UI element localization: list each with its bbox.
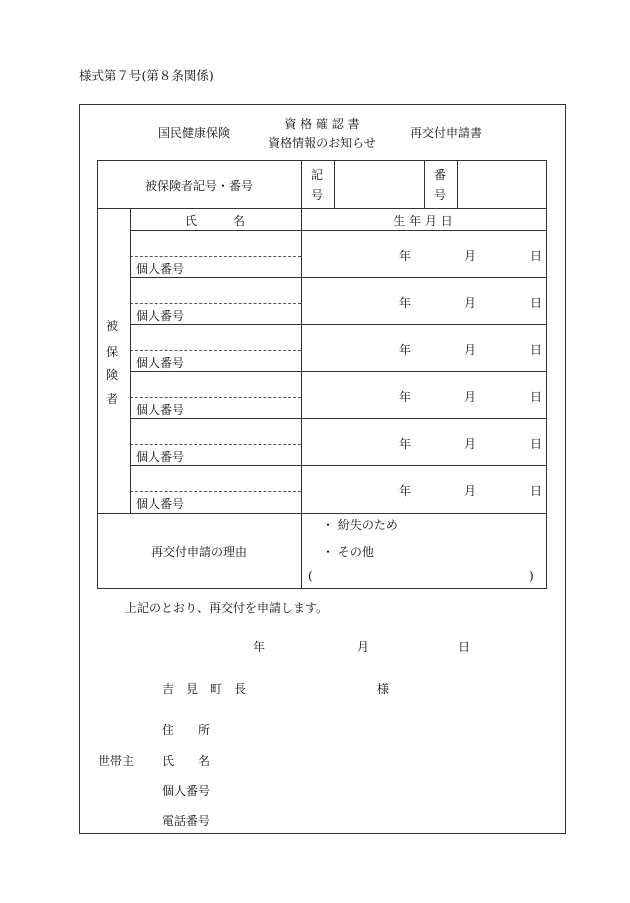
- header-right-title: 再交付申請書: [410, 126, 483, 140]
- birth-year-label: 年: [399, 437, 412, 451]
- personal-number-label: 個人番号: [136, 497, 185, 511]
- birth-month-label: 月: [464, 343, 477, 357]
- recipient-honorific: 様: [377, 682, 390, 696]
- reason-option-lost: ・ 紛失のため: [322, 518, 398, 532]
- bango-char-1: 番: [433, 168, 447, 182]
- insured-side-char-2: 保: [105, 345, 119, 359]
- birth-day-label: 日: [530, 249, 543, 263]
- household-phone-label: 電話番号: [162, 814, 211, 828]
- birth-day-label: 日: [530, 484, 543, 498]
- birth-year-label: 年: [399, 484, 412, 498]
- personal-number-label: 個人番号: [136, 450, 185, 464]
- insured-side-char-4: 者: [105, 392, 119, 406]
- header-center-top: 資 格 確 認 書: [284, 117, 360, 131]
- birth-month-label: 月: [464, 296, 477, 310]
- recipient-name: 吉 見 町 長: [162, 682, 247, 696]
- birth-month-label: 月: [464, 484, 477, 498]
- header-left-title: 国民健康保険: [158, 126, 231, 140]
- application-statement: 上記のとおり、再交付を申請します。: [125, 601, 329, 615]
- household-address-label: 住 所: [162, 723, 211, 737]
- household-name-label: 氏 名: [162, 754, 211, 768]
- insured-number-label: 被保険者記号・番号: [144, 179, 254, 193]
- birth-day-label: 日: [530, 296, 543, 310]
- kigo-char-1: 記: [310, 168, 324, 182]
- name-column-header: 氏 名: [184, 214, 246, 228]
- header-center-bottom: 資格情報のお知らせ: [268, 136, 376, 150]
- birth-day-label: 日: [530, 437, 543, 451]
- personal-number-label: 個人番号: [136, 262, 185, 276]
- insured-side-char-1: 被: [105, 319, 119, 333]
- birth-month-label: 月: [464, 437, 477, 451]
- form-frame: [79, 104, 566, 834]
- birth-day-label: 日: [530, 343, 543, 357]
- birth-year-label: 年: [399, 296, 412, 310]
- application-day-label: 日: [458, 640, 471, 654]
- personal-number-label: 個人番号: [136, 356, 185, 370]
- application-month-label: 月: [357, 640, 370, 654]
- reason-paren-close: ): [529, 569, 534, 583]
- insured-side-char-3: 険: [105, 368, 119, 382]
- birth-year-label: 年: [399, 343, 412, 357]
- birth-month-label: 月: [464, 249, 477, 263]
- form-number-label: 様式第７号(第８条関係): [79, 68, 214, 83]
- personal-number-label: 個人番号: [136, 403, 185, 417]
- birth-year-label: 年: [399, 390, 412, 404]
- birth-day-label: 日: [530, 390, 543, 404]
- household-head-label: 世帯主: [98, 754, 135, 768]
- birth-year-label: 年: [399, 249, 412, 263]
- household-personal-number-label: 個人番号: [162, 784, 211, 798]
- reason-paren-open: (: [308, 569, 313, 583]
- reissue-reason-label: 再交付申請の理由: [150, 545, 248, 559]
- kigo-char-2: 号: [310, 188, 324, 202]
- bango-char-2: 号: [433, 188, 447, 202]
- birth-month-label: 月: [464, 390, 477, 404]
- reason-option-other: ・ その他: [322, 545, 374, 559]
- application-year-label: 年: [253, 640, 266, 654]
- personal-number-label: 個人番号: [136, 309, 185, 323]
- birthdate-column-header: 生 年 月 日: [393, 214, 453, 228]
